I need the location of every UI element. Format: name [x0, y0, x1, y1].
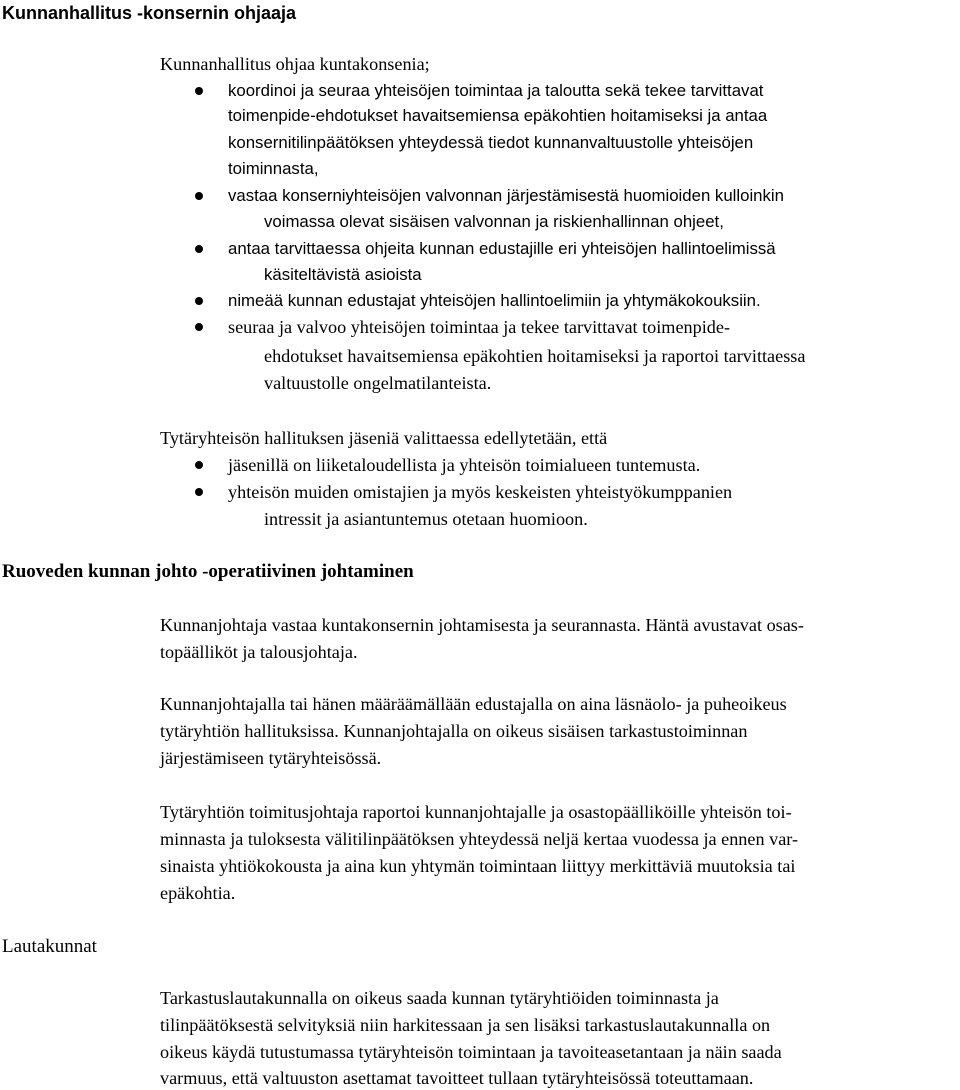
- paragraph-line: topäälliköt ja talousjohtaja.: [160, 642, 358, 662]
- list-item-line: vastaa konserniyhteisöjen valvonnan järjestämisestä huomioiden kulloinkin: [228, 186, 784, 205]
- list-item-line: toiminnasta,: [228, 159, 319, 178]
- paragraph-line: varmuus, että valtuuston asettamat tavoitteet tullaan tytäryhteisössä toteuttamaan.: [160, 1068, 754, 1088]
- list-item-line: ehdotukset havaitsemiensa epäkohtien hoitamiseksi ja raportoi tarvittaessa: [264, 346, 806, 366]
- list-item-line: nimeää kunnan edustajat yhteisöjen hallintoelimiin ja yhtymäkokouksiin.: [228, 291, 761, 310]
- paragraph-line: minnasta ja tuloksesta välitilinpäätöksen yhteydessä neljä kertaa vuodessa ja ennen var-: [160, 829, 799, 849]
- paragraph-line: Kunnanjohtajalla tai hänen määräämällään edustajalla on aina läsnäolo- ja puheoikeus: [160, 694, 787, 714]
- bullet-icon: [195, 245, 203, 253]
- list-item-line: valtuustolle ongelmatilanteista.: [264, 373, 492, 393]
- bullet-icon: [195, 297, 203, 305]
- list-item-line: toimenpide-ehdotukset havaitsemiensa epäkohtien hoitamiseksi ja antaa: [228, 106, 768, 125]
- paragraph-line: epäkohtia.: [160, 883, 236, 903]
- list-item-line: intressit ja asiantuntemus otetaan huomioon.: [264, 509, 588, 529]
- list-item-line: konsernitilinpäätöksen yhteydessä tiedot kunnanvaltuustolle yhteisöjen: [228, 133, 754, 152]
- list-item-line: yhteisön muiden omistajien ja myös keskeisten yhteistyökumppanien: [228, 482, 733, 502]
- paragraph-line: tytäryhtiön hallituksissa. Kunnanjohtajalla on oikeus sisäisen tarkastustoiminnan: [160, 721, 748, 741]
- paragraph-line: sinaista yhtiökokousta ja aina kun yhtymän toimintaan liittyy merkittäviä muutoksia tai: [160, 856, 796, 876]
- list-item-line: voimassa olevat sisäisen valvonnan ja riskienhallinnan ohjeet,: [264, 212, 724, 231]
- list-item-line: seuraa ja valvoo yhteisöjen toimintaa ja tekee tarvittavat toimenpide-: [228, 317, 730, 337]
- paragraph-line: järjestämiseen tytäryhteisössä.: [160, 748, 382, 768]
- intro-text: Kunnanhallitus ohjaa kuntakonsenia;: [160, 54, 430, 74]
- list-item-line: koordinoi ja seuraa yhteisöjen toimintaa ja taloutta sekä tekee tarvittavat: [228, 81, 764, 100]
- bullet-icon: [195, 192, 203, 200]
- section-title-lautakunnat: Lautakunnat: [2, 936, 97, 957]
- intro2-text: Tytäryhteisön hallituksen jäseniä valittaessa edellytetään, että: [160, 428, 608, 448]
- list-item-line: antaa tarvittaessa ohjeita kunnan edustajille eri yhteisöjen hallintoelimissä: [228, 239, 776, 258]
- list-item-line: käsiteltävistä asioista: [264, 265, 422, 284]
- bullet-icon: [195, 488, 203, 496]
- bullet-icon: [195, 461, 203, 469]
- section-title-kunnanhallitus: Kunnanhallitus -konsernin ohjaaja: [2, 3, 297, 23]
- paragraph-line: Tarkastuslautakunnalla on oikeus saada kunnan tytäryhtiöiden toiminnasta ja: [160, 988, 719, 1008]
- section-title-johto: Ruoveden kunnan johto -operatiivinen johtaminen: [2, 561, 414, 582]
- bullet-icon: [195, 323, 203, 331]
- list-item-line: jäsenillä on liiketaloudellista ja yhteisön toimialueen tuntemusta.: [228, 455, 701, 475]
- bullet-icon: [195, 87, 203, 95]
- paragraph-line: Kunnanjohtaja vastaa kuntakonsernin johtamisesta ja seurannasta. Häntä avustavat osas-: [160, 615, 804, 635]
- paragraph-line: Tytäryhtiön toimitusjohtaja raportoi kunnanjohtajalle ja osastopäälliköille yhteisön toi-: [160, 802, 792, 822]
- paragraph-line: oikeus käydä tutustumassa tytäryhteisön toimintaan ja tavoiteasetantaan ja näin saada: [160, 1042, 782, 1062]
- paragraph-line: tilinpäätöksestä selvityksiä niin harkitessaan ja sen lisäksi tarkastuslautakunnalla on: [160, 1015, 771, 1035]
